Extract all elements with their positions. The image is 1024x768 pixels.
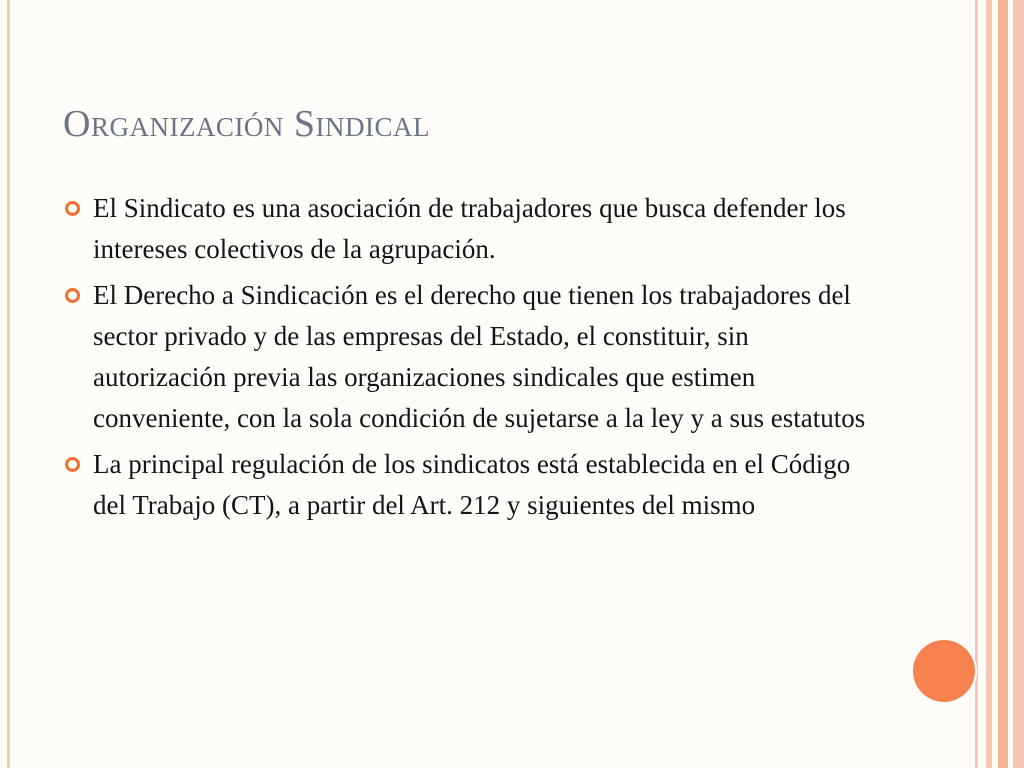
left-frame-line	[7, 0, 10, 768]
bullet-item-derecho-sindicacion	[64, 275, 884, 439]
hollow-circle-bullet-icon	[65, 457, 80, 472]
orange-circle-decoration	[913, 640, 975, 702]
right-frame-line	[975, 0, 978, 768]
hollow-circle-bullet-icon	[65, 288, 80, 303]
right-decorative-band-outer	[1013, 0, 1024, 768]
bullet-list	[64, 188, 884, 531]
right-decorative-band-inner	[986, 0, 992, 768]
right-decorative-band-middle	[998, 0, 1008, 768]
bullet-item-sindicato	[64, 188, 884, 270]
bullet-text: El Derecho a Sindicación es el derecho que tienen los trabajadores del sector privado y de las empresas del Estado, el constituir, sin autorización previa las organizaciones sindicales que estimen conveniente, con la sola condición de sujetarse a la ley y a sus estatutos	[93, 280, 866, 433]
hollow-circle-bullet-icon	[65, 201, 80, 216]
bullet-text: La principal regulación de los sindicatos está establecida en el Código del Trabajo (CT), a partir del Art. 212 y siguientes del mismo	[93, 449, 851, 520]
bullet-text: El Sindicato es una asociación de trabajadores que busca defender los intereses colectivos de la agrupación.	[93, 193, 846, 264]
bullet-item-regulacion	[64, 444, 884, 526]
slide-title: Organización Sindical	[63, 103, 431, 145]
